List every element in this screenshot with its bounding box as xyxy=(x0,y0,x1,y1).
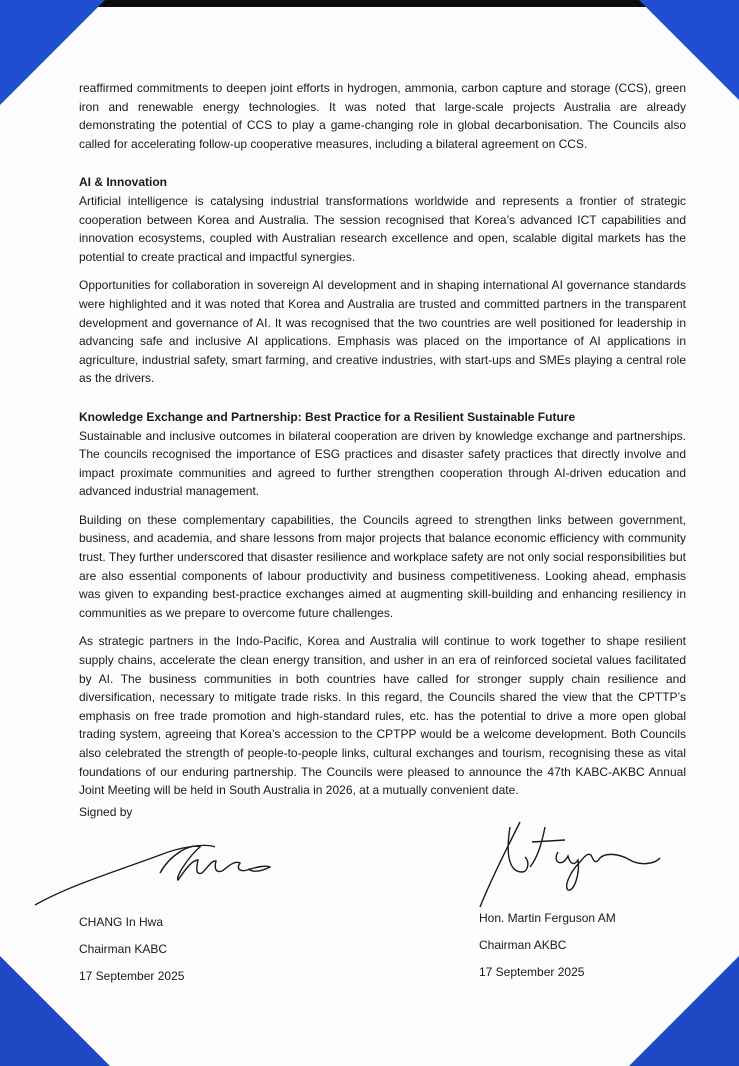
signatory-right-date: 17 September 2025 xyxy=(479,965,585,979)
corner-decoration-bottom-right xyxy=(629,956,739,1066)
signatory-left-name: CHANG In Hwa xyxy=(79,915,164,929)
signatory-left xyxy=(79,913,184,994)
signature-left xyxy=(30,825,280,915)
signatory-right-name: Hon. Martin Ferguson AM xyxy=(479,911,616,925)
document-body xyxy=(79,79,686,810)
signed-by-label: Signed by xyxy=(79,805,133,819)
signatory-right xyxy=(479,909,616,990)
signature-right xyxy=(470,812,670,912)
knowledge-paragraph-1: Sustainable and inclusive outcomes in bilateral cooperation are driven by knowledge exchange and partnerships. The councils recognised the importance of ESG practices and disaster safety practices that directly involve and impact proximate communities and agreed to further strengthen cooperation through AI-driven education and advanced industrial management. xyxy=(79,428,686,499)
knowledge-section-heading: Knowledge Exchange and Partnership: Best Practice for a Resilient Sustainable Future xyxy=(79,409,576,424)
ai-section-heading: AI & Innovation xyxy=(79,175,167,190)
ai-paragraph-1: Artificial intelligence is catalysing industrial transformations worldwide and represents a frontier of strategic cooperation between Korea and Australia. The session recognised that Korea’s advanced ICT capabilities and innovation ecosystems, coupled with Australian research excellence and open, scalable digital markets has the potential to create practical and impactful synergies. xyxy=(79,193,686,264)
scan-top-border xyxy=(0,0,739,7)
intro-paragraph: reaffirmed commitments to deepen joint efforts in hydrogen, ammonia, carbon capture and storage (CCS), green iron and renewable energy technologies. It was noted that large-scale projects Australia are already demonstrating the potential of CCS to play a game-changing role in global decarbonisation. The Councils also called for accelerating follow-up cooperative measures, including a bilateral agreement on CCS. xyxy=(79,81,686,151)
knowledge-paragraph-2: Building on these complementary capabilities, the Councils agreed to strengthen links between government, business, and academia, and share lessons from major projects that balance economic efficiency with community trust. They further underscored that disaster resilience and workplace safety are not only social responsibilities but are also essential components of labour productivity and business competitiveness. Looking ahead, emphasis was given to expanding best-practice exchanges aimed at augmenting skill-building and enhancing resiliency in communities as we prepare to overcome future challenges. xyxy=(79,512,686,620)
knowledge-paragraph-3: As strategic partners in the Indo-Pacific, Korea and Australia will continue to work together to shape resilient supply chains, accelerate the clean energy transition, and usher in an era of reinforced societal values facilitated by AI. The business communities in both countries have called for stronger supply chain resilience and diversification, necessary to mitigate trade risks. In this regard, the Councils shared the view that the CPTTP’s emphasis on free trade promotion and high-standard rules, etc. has the potential to drive a more open global trading system, agreeing that Korea’s accession to the CPTPP would be a welcome development. Both Councils also celebrated the strength of people-to-people links, cultural exchanges and tourism, recognising these as vital foundations of our enduring partnership. The Councils were pleased to announce the 47th KABC-AKBC Annual Joint Meeting will be held in South Australia in 2026, at a mutually convenient date. xyxy=(79,634,686,798)
signatory-left-title: Chairman KABC xyxy=(79,942,168,956)
ai-paragraph-2: Opportunities for collaboration in sovereign AI development and in shaping international AI governance standards were highlighted and it was noted that Korea and Australia are trusted and committed partners in the transparent development and governance of AI. It was recognised that the two countries are well positioned for leadership in advancing safe and inclusive AI applications. Emphasis was placed on the importance of AI applications in agriculture, industrial safety, smart farming, and creative industries, with start-ups and SMEs playing a central role as the drivers. xyxy=(79,278,686,386)
signatory-right-title: Chairman AKBC xyxy=(479,938,567,952)
signatory-left-date: 17 September 2025 xyxy=(79,969,185,983)
